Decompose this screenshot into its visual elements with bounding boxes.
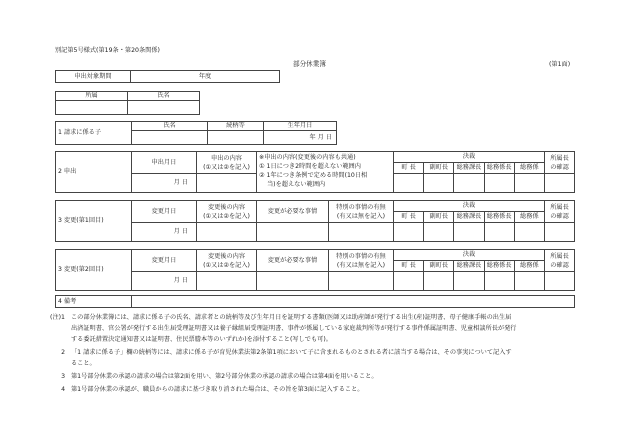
notes-section: [49, 312, 589, 395]
child-dob-label: 生年月日: [264, 122, 337, 131]
change1-col-staff: 総務係: [514, 212, 544, 223]
stamp-deputy[interactable]: [424, 174, 454, 193]
change2-stamp-mayor[interactable]: [394, 272, 424, 291]
change1-special-label: 特別の事情の有無 (有又は無を記入): [329, 201, 394, 223]
change2-stamp-subsection-chief[interactable]: [484, 272, 514, 291]
change2-date-label: 変更月日: [132, 250, 197, 272]
note-item: (注)1 この部分休業簿には、請求に係る子の氏名、請求者との続柄等及び生年月日を証明する書類(医師又は助産師が発行する出生(産)証明書、母子健康手帳の出生届 出済証明書、官公署が発行する出生届受理証明書又は養子縁組届受理証明書、事件が係属している家庭裁判所等が発行する事件係属証明書、児童相談所長が発行 する委託措置決定通知書又は証明書、住民票謄本等のいずれか)を添付すること(写しでも可)。: [50, 314, 517, 343]
apply-content-note: ※申出の内容(変更後の内容も共通) ① 1日につき2時間を超えない範囲内 ② 1年につき条例で定める時間(10日相 当)を超えない範囲内: [257, 152, 394, 193]
approval-col-mayor: 町 長: [394, 163, 424, 174]
change2-col-staff: 総務係: [514, 261, 544, 272]
change2-date-field[interactable]: 月 日: [132, 272, 197, 291]
apply-period-label: 申出対象期間: [56, 71, 131, 83]
change2-special-label: 特別の事情の有無 (有又は無を記入): [329, 250, 394, 272]
change2-stamp-staff[interactable]: [514, 272, 544, 291]
stamp-mayor[interactable]: [394, 174, 424, 193]
change1-approval-label: 決裁: [394, 201, 545, 212]
child-dob-field[interactable]: 年 月 日: [264, 131, 337, 145]
change1-stamp-deputy[interactable]: [424, 223, 454, 242]
child-name-label: 氏名: [132, 122, 208, 131]
approval-col-section-chief: 総務課長: [454, 163, 484, 174]
change2-col-section-chief: 総務課長: [454, 261, 484, 272]
change2-dept-head-label: 所属長 の確認: [545, 250, 575, 272]
child-section-label: 1 請求に係る子: [56, 122, 132, 145]
change1-col-mayor: 町 長: [394, 212, 424, 223]
change1-date-field[interactable]: 月 日: [132, 223, 197, 242]
approval-col-deputy: 副町長: [424, 163, 454, 174]
change2-content-field[interactable]: [197, 272, 257, 291]
change2-col-subsection-chief: 総務係長: [484, 261, 514, 272]
change1-content-label: 変更後の内容 (①又は②を記入): [197, 201, 257, 223]
apply-date-field[interactable]: 月 日: [132, 174, 197, 193]
stamp-staff[interactable]: [514, 174, 544, 193]
apply-section-label: 2 申出: [56, 152, 132, 193]
approval-label: 決裁: [394, 152, 545, 163]
change2-table: [55, 249, 575, 291]
change1-content-field[interactable]: [197, 223, 257, 242]
change2-section-label: 3 変更(第2回目): [56, 250, 132, 291]
child-relation-field[interactable]: [208, 131, 264, 145]
change2-stamp-deputy[interactable]: [424, 272, 454, 291]
name-field[interactable]: [128, 101, 200, 115]
change1-section-label: 3 変更(第1回目): [56, 201, 132, 242]
change1-table: [55, 200, 575, 242]
change1-date-label: 変更月日: [132, 201, 197, 223]
stamp-section-chief[interactable]: [454, 174, 484, 193]
note-item: 3 第1号部分休業の承認の請求の場合は第2面を用い、第2号部分休業の承認の請求の場合は第4面を用いること。: [61, 373, 378, 380]
change1-stamp-staff[interactable]: [514, 223, 544, 242]
change2-content-label: 変更後の内容 (①又は②を記入): [197, 250, 257, 272]
remarks-table: [55, 295, 575, 308]
change1-stamp-subsection-chief[interactable]: [484, 223, 514, 242]
approval-col-subsection-chief: 総務係長: [484, 163, 514, 174]
change1-stamp-mayor[interactable]: [394, 223, 424, 242]
child-relation-label: 続柄等: [208, 122, 264, 131]
change1-special-field[interactable]: [329, 223, 394, 242]
change1-stamp-dept-head[interactable]: [545, 223, 575, 242]
page-number: (第1面): [549, 61, 571, 68]
change2-col-mayor: 町 長: [394, 261, 424, 272]
change2-special-field[interactable]: [329, 272, 394, 291]
apply-content-field[interactable]: [197, 174, 257, 193]
name-label: 氏名: [128, 92, 200, 101]
note-item: 4 第1号部分休業の承認が、職員からの請求に基づき取り消された場合は、その旨を第3面に記入すること。: [61, 386, 364, 393]
change2-approval-label: 決裁: [394, 250, 545, 261]
change2-reason-label: 変更が必要な事情: [257, 250, 329, 272]
stamp-subsection-chief[interactable]: [484, 174, 514, 193]
page-title: 部分休業簿: [293, 60, 326, 68]
approval-col-staff: 総務係: [514, 163, 544, 174]
remarks-label: 4 備考: [56, 296, 132, 308]
change1-col-deputy: 副町長: [424, 212, 454, 223]
dept-label: 所属: [56, 92, 128, 101]
change1-col-section-chief: 総務課長: [454, 212, 484, 223]
change1-stamp-section-chief[interactable]: [454, 223, 484, 242]
change2-col-deputy: 副町長: [424, 261, 454, 272]
change1-reason-label: 変更が必要な事情: [257, 201, 329, 223]
apply-table: [55, 151, 575, 193]
change1-dept-head-label: 所属長 の確認: [545, 201, 575, 223]
form-label: 別記第5号様式(第19条・第20条関係): [55, 47, 160, 54]
apply-period-value[interactable]: 年度: [131, 71, 280, 83]
remarks-field[interactable]: [132, 296, 575, 308]
note-item: 2 「1 請求に係る子」欄の続柄等には、請求に係る子が育児休業法第2条第1項において子に含まれるものとされる者に該当する場合は、その事実について記入す ること。: [61, 349, 512, 367]
dept-head-confirm-label: 所属長 の確認: [545, 152, 575, 174]
change2-reason-field[interactable]: [257, 272, 329, 291]
apply-content-label: 申出の内容 (①又は②を記入): [197, 152, 257, 174]
affiliation-table: [55, 91, 200, 115]
change1-reason-field[interactable]: [257, 223, 329, 242]
change2-stamp-section-chief[interactable]: [454, 272, 484, 291]
dept-field[interactable]: [56, 101, 128, 115]
change1-col-subsection-chief: 総務係長: [484, 212, 514, 223]
apply-date-label: 申出月日: [132, 152, 197, 174]
stamp-dept-head[interactable]: [545, 174, 575, 193]
child-name-field[interactable]: [132, 131, 208, 145]
change2-stamp-dept-head[interactable]: [545, 272, 575, 291]
child-table: [55, 121, 337, 145]
apply-period-table: [55, 70, 280, 83]
